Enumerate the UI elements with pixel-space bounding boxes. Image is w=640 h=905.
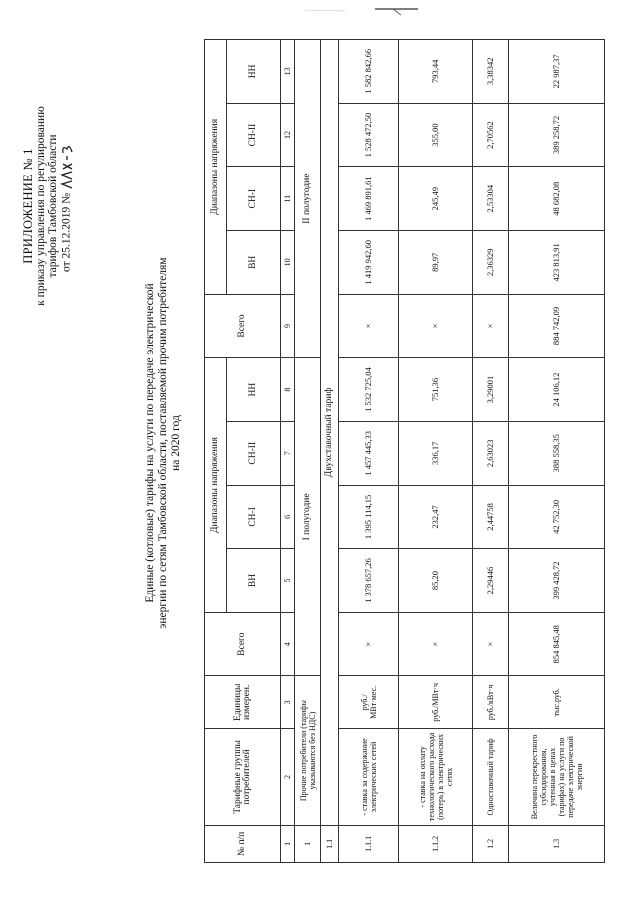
col-unit-header: Единицы измерен. (205, 676, 281, 729)
h2-vn: 1 419 942,60 (339, 231, 399, 295)
order-date-line (60, 41, 74, 371)
voltage-vn-h1: ВН (227, 549, 281, 613)
h2-total: × (339, 294, 399, 358)
rotated-document (18, 23, 598, 873)
col-number: 13 (281, 40, 295, 104)
h1-nn: 1 532 725,04 (339, 358, 399, 422)
h1-sn2: 1 457 445,33 (339, 421, 399, 485)
handwritten-number (60, 140, 74, 190)
h1-sn1: 2,44758 (473, 485, 509, 549)
table-row (339, 40, 399, 863)
section-label: Двухставочный тариф (321, 40, 339, 826)
row-no: 1.2 (473, 825, 509, 862)
col-group-header: Тарифные группы потребителей (205, 729, 281, 826)
voltage-sn2-h1: СН-II (227, 421, 281, 485)
h2-sn2: 355,00 (399, 103, 473, 167)
h2-vn: 2,36329 (473, 231, 509, 295)
col-number: 1 (281, 825, 295, 862)
col-number: 6 (281, 485, 295, 549)
row-unit: руб./кВт·ч (473, 676, 509, 729)
h1-total: × (399, 612, 473, 676)
col-number: 2 (281, 729, 295, 826)
col-number: 4 (281, 612, 295, 676)
voltage-sn2-h2: СН-II (227, 103, 281, 167)
col-total-header-h2: Всего (205, 294, 281, 358)
group-label: Прочие потребители (тарифы указываются без НДС) (295, 676, 321, 825)
voltage-ranges-header-h1: Диапазоны напряжения (205, 358, 227, 613)
h2-sn1: 245,49 (399, 167, 473, 231)
h2-sn1: 48 682,08 (509, 167, 605, 231)
title-line-1: Единые (котловые) тарифы на услуги по передаче электрической (144, 283, 156, 603)
appendix-header (22, 41, 74, 371)
h1-total: × (473, 612, 509, 676)
h1-sn1: 42 752,30 (509, 485, 605, 549)
h2-nn: 3,38342 (473, 40, 509, 104)
col-number: 12 (281, 103, 295, 167)
h2-nn: 1 582 842,66 (339, 40, 399, 104)
tariff-table (204, 39, 605, 863)
col-no-header: № п/п (205, 825, 281, 862)
voltage-nn-h1: НН (227, 358, 281, 422)
table-row (399, 40, 473, 863)
h1-sn2: 388 558,35 (509, 421, 605, 485)
col-number: 11 (281, 167, 295, 231)
h1-total: × (339, 612, 399, 676)
col-number: 10 (281, 231, 295, 295)
row-label: - ставка на оплату технологического расхода (потерь) в электрических сетях (399, 729, 473, 826)
h2-sn2: 1 528 472,50 (339, 103, 399, 167)
voltage-ranges-header-h2: Диапазоны напряжения (205, 40, 227, 295)
h2-sn2: 389 258,72 (509, 103, 605, 167)
table-row (473, 40, 509, 863)
group-no: 1 (295, 825, 321, 862)
header-row-1 (205, 40, 227, 863)
row-label: Одноставочный тариф (473, 729, 509, 826)
order-date: от 25.12.2019 № (60, 192, 73, 272)
h1-sn2: 336,17 (399, 421, 473, 485)
h2-sn1: 1 469 891,61 (339, 167, 399, 231)
h1-total: 854 845,48 (509, 612, 605, 676)
section-row (321, 40, 339, 863)
group-row (295, 40, 321, 863)
h1-vn: 85,20 (399, 549, 473, 613)
order-line-2: тарифов Тамбовской области (47, 134, 59, 278)
row-unit: тыс.руб. (509, 676, 605, 729)
h1-nn: 3,29001 (473, 358, 509, 422)
document-title (144, 123, 183, 763)
h1-nn: 24 106,12 (509, 358, 605, 422)
h1-sn1: 1 395 114,15 (339, 485, 399, 549)
row-label: Величина перекрестного субсидирования, учтенная в ценах (тарифах) на услуги по передаче электрической энергии (509, 729, 605, 826)
row-unit: руб./МВт·мес. (339, 676, 399, 729)
order-line-1: к приказу управления по регулированию (34, 106, 47, 306)
col-number: 7 (281, 421, 295, 485)
appendix-title: ПРИЛОЖЕНИЕ № 1 (21, 148, 35, 264)
table-row (509, 40, 605, 863)
row-no: 1.3 (509, 825, 605, 862)
h1-vn: 2,29446 (473, 549, 509, 613)
voltage-vn-h2: ВН (227, 231, 281, 295)
row-label: - ставка за содержание электрических сетей (339, 729, 399, 826)
voltage-nn-h2: НН (227, 40, 281, 104)
h2-nn: 22 987,37 (509, 40, 605, 104)
row-unit: руб./МВт·ч (399, 676, 473, 729)
col-number: 8 (281, 358, 295, 422)
col-number: 5 (281, 549, 295, 613)
h2-total: × (473, 294, 509, 358)
voltage-sn1-h2: СН-I (227, 167, 281, 231)
section-no: 1.1 (321, 825, 339, 862)
half2-label: II полугодие (295, 40, 321, 358)
h1-vn: 1 378 657,26 (339, 549, 399, 613)
h1-nn: 751,36 (399, 358, 473, 422)
h1-sn1: 232,47 (399, 485, 473, 549)
h1-sn2: 2,63023 (473, 421, 509, 485)
half1-label: I полугодие (295, 358, 321, 676)
h1-vn: 399 428,72 (509, 549, 605, 613)
row-no: 1.1.2 (399, 825, 473, 862)
col-number: 3 (281, 676, 295, 729)
h2-total: 884 742,09 (509, 294, 605, 358)
voltage-sn1-h1: СН-I (227, 485, 281, 549)
column-number-row (281, 40, 295, 863)
h2-vn: 89,97 (399, 231, 473, 295)
row-no: 1.1.1 (339, 825, 399, 862)
col-total-header-h1: Всего (205, 612, 281, 676)
h2-vn: 423 813,91 (509, 231, 605, 295)
title-line-3: на 2020 год (170, 415, 182, 471)
col-number: 9 (281, 294, 295, 358)
h2-sn2: 2,70562 (473, 103, 509, 167)
h2-total: × (399, 294, 473, 358)
h2-nn: 793,44 (399, 40, 473, 104)
title-line-2: энергии по сетям Тамбовской области, поставляемой прочим потребителям (157, 257, 169, 629)
scan-artifact (305, 6, 420, 16)
h2-sn1: 2,53304 (473, 167, 509, 231)
